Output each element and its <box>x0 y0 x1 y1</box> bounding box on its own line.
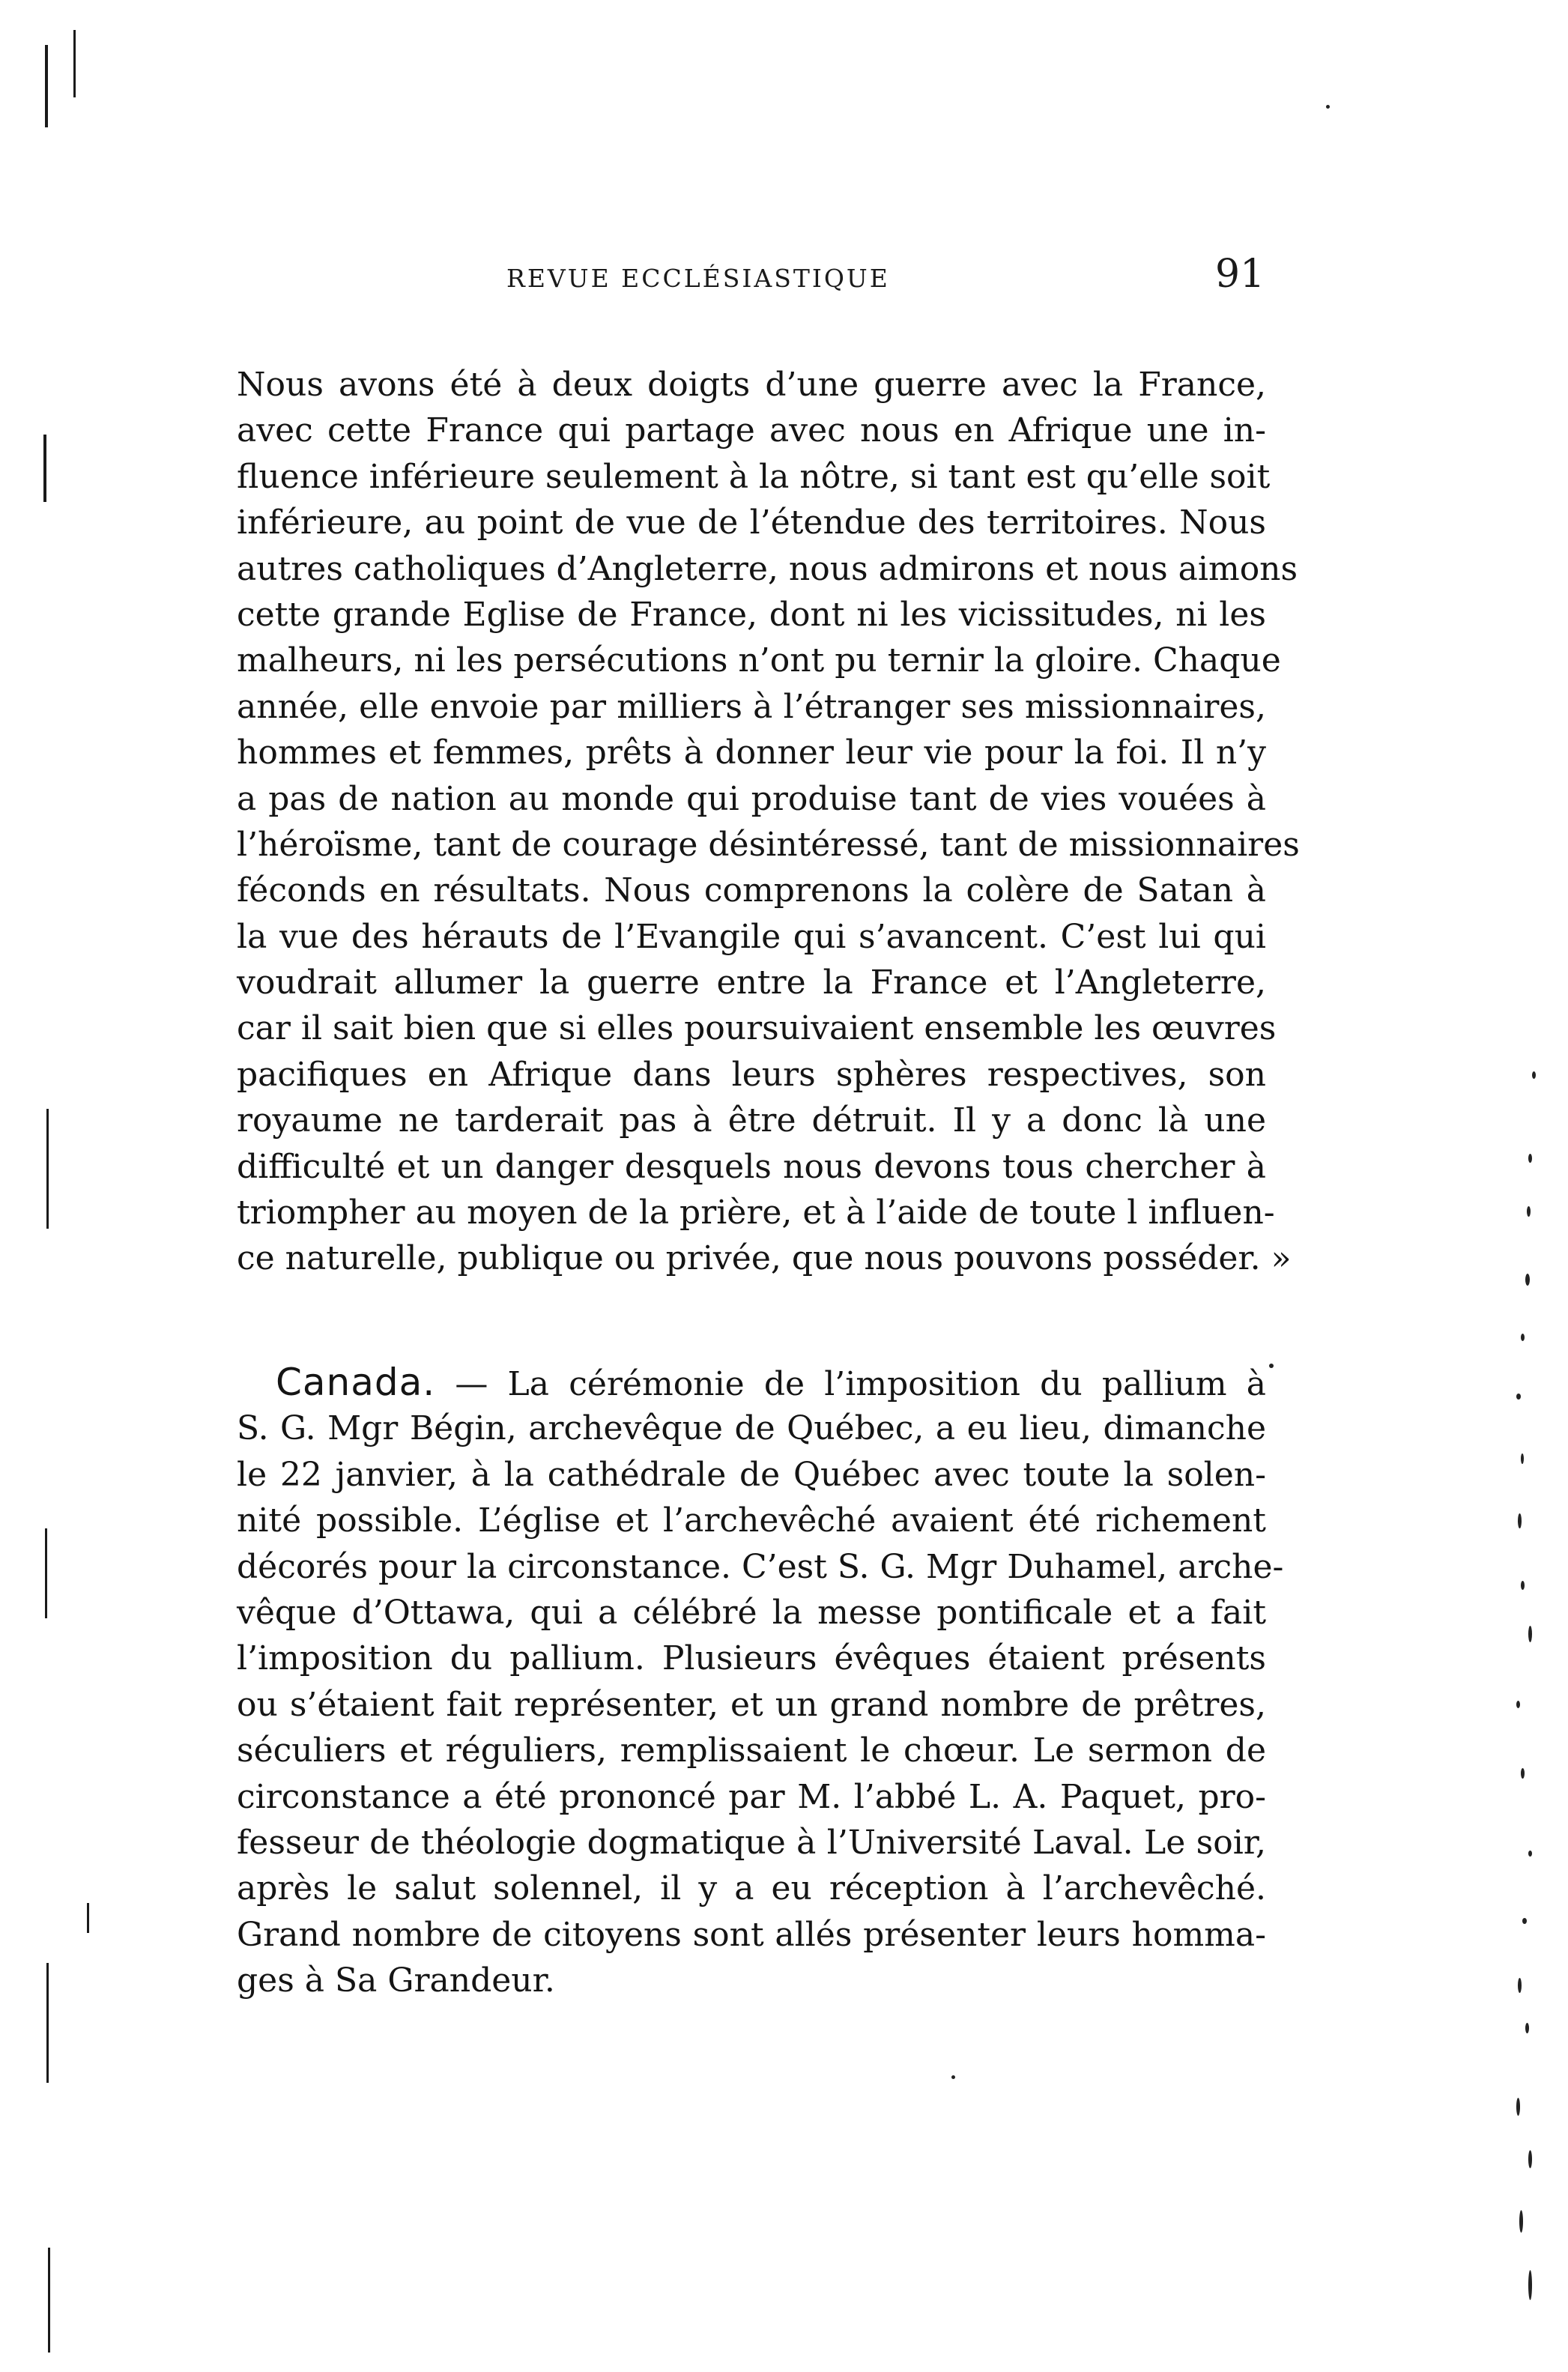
text-line: séculiers et réguliers, remplissaient le chœur. Le sermon de <box>237 1731 1266 1770</box>
margin-speck <box>1521 1334 1525 1341</box>
first-line-text: — La cérémonie de l’imposition du pallium à <box>435 1365 1266 1403</box>
margin-speck <box>1521 1581 1525 1590</box>
margin-speck <box>1527 1206 1531 1217</box>
margin-speck <box>1528 1154 1532 1163</box>
text-line: circonstance a été prononcé par M. l’abbé L. A. Paquet, pro- <box>237 1777 1266 1816</box>
text-line: fluence inférieure seulement à la nôtre, si tant est qu’elle soit <box>237 457 1271 496</box>
text-line: Nous avons été à deux doigts d’une guerre avec la France, <box>237 366 1266 404</box>
section-lead-word: Canada. <box>276 1361 436 1404</box>
margin-speck <box>1522 1918 1527 1924</box>
margin-speck <box>1521 1453 1524 1464</box>
margin-speck <box>1518 1513 1522 1528</box>
margin-speck <box>1528 2150 1532 2168</box>
margin-speck <box>1516 1701 1520 1708</box>
text-line: hommes et femmes, prêts à donner leur vie pour la foi. Il n’y <box>237 733 1266 772</box>
margin-speck <box>1518 1978 1522 1993</box>
text-line: royaume ne tarderait pas à être détruit. Il y a donc là une <box>237 1101 1266 1140</box>
left-edge-mark <box>45 1528 47 1618</box>
left-edge-mark <box>73 30 76 97</box>
left-edge-mark <box>43 435 46 502</box>
left-edge-mark <box>45 45 48 127</box>
margin-speck <box>1528 1626 1532 1642</box>
text-line: féconds en résultats. Nous comprenons la colère de Satan à <box>237 871 1266 910</box>
margin-speck <box>1528 1851 1532 1857</box>
running-title: REVUE ECCLÉSIASTIQUE <box>506 264 890 293</box>
text-line: triompher au moyen de la prière, et à l’aide de toute l influen- <box>237 1193 1275 1232</box>
margin-speck <box>1525 1274 1530 1286</box>
text-line: ges à Sa Grandeur. <box>237 1961 555 2000</box>
text-line: vêque d’Ottawa, qui a célébré la messe pontificale et a fait <box>237 1593 1266 1632</box>
text-line: voudrait allumer la guerre entre la France et l’Angleterre, <box>237 963 1266 1002</box>
margin-speck <box>951 2075 955 2079</box>
text-line: nité possible. L’église et l’archevêché avaient été richement <box>237 1501 1266 1540</box>
text-line: fesseur de théologie dogmatique à l’Université Laval. Le soir, <box>237 1823 1266 1862</box>
text-line: difficulté et un danger desquels nous devons tous chercher à <box>237 1147 1266 1186</box>
text-line: S. G. Mgr Bégin, archevêque de Québec, a eu lieu, dimanche <box>237 1409 1266 1448</box>
text-line: année, elle envoie par milliers à l’étranger ses missionnaires, <box>237 687 1266 726</box>
margin-speck <box>1521 1768 1525 1779</box>
margin-speck <box>1528 2270 1532 2300</box>
text-line: malheurs, ni les persécutions n’ont pu ternir la gloire. Chaque <box>237 641 1281 680</box>
text-line: pacifiques en Afrique dans leurs sphères respectives, son <box>237 1055 1266 1094</box>
text-line: décorés pour la circonstance. C’est S. G. Mgr Duhamel, arche- <box>237 1547 1284 1586</box>
text-line: le 22 janvier, à la cathédrale de Québec avec toute la solen- <box>237 1455 1266 1494</box>
text-line: ce naturelle, publique ou privée, que nous pouvons posséder. » <box>237 1239 1292 1278</box>
page-number: 91 <box>1215 252 1265 297</box>
text-line: car il sait bien que si elles poursuivaient ensemble les œuvres <box>237 1009 1277 1048</box>
news-paragraph-canada <box>237 1360 1284 2003</box>
left-edge-mark <box>46 1963 49 2083</box>
text-line: Grand nombre de citoyens sont allés présenter leurs homma- <box>237 1915 1266 1954</box>
margin-speck <box>1519 2210 1523 2233</box>
quoted-paragraph <box>237 362 1300 1282</box>
text-line: inférieure, au point de vue de l’étendue des territoires. Nous <box>237 503 1266 542</box>
text-line: avec cette France qui partage avec nous en Afrique une in- <box>237 411 1266 450</box>
text-line: après le salut solennel, il y a eu réception à l’archevêché. <box>237 1869 1266 1908</box>
text-line: ou s’étaient fait représenter, et un grand nombre de prêtres, <box>237 1685 1266 1724</box>
left-edge-mark <box>46 1109 49 1229</box>
text-line: l’imposition du pallium. Plusieurs évêques étaient présents <box>237 1639 1266 1678</box>
text-line: a pas de nation au monde qui produise tant de vies vouées à <box>237 779 1266 818</box>
text-line: l’héroïsme, tant de courage désintéressé, tant de missionnaires <box>237 825 1300 864</box>
text-line: cette grande Eglise de France, dont ni les vicissitudes, ni les <box>237 595 1266 634</box>
left-edge-mark <box>48 2248 50 2353</box>
margin-speck <box>1532 1071 1536 1079</box>
margin-speck <box>1269 1364 1274 1368</box>
margin-speck <box>1326 105 1330 109</box>
margin-speck <box>1525 2023 1529 2033</box>
text-line: la vue des hérauts de l’Evangile qui s’avancent. C’est lui qui <box>237 917 1266 956</box>
text-line: autres catholiques d’Angleterre, nous admirons et nous aimons <box>237 549 1298 588</box>
margin-speck <box>1516 2098 1520 2116</box>
margin-speck <box>1516 1394 1521 1400</box>
text-line-first <box>237 1360 1266 1406</box>
left-edge-mark <box>87 1903 89 1933</box>
